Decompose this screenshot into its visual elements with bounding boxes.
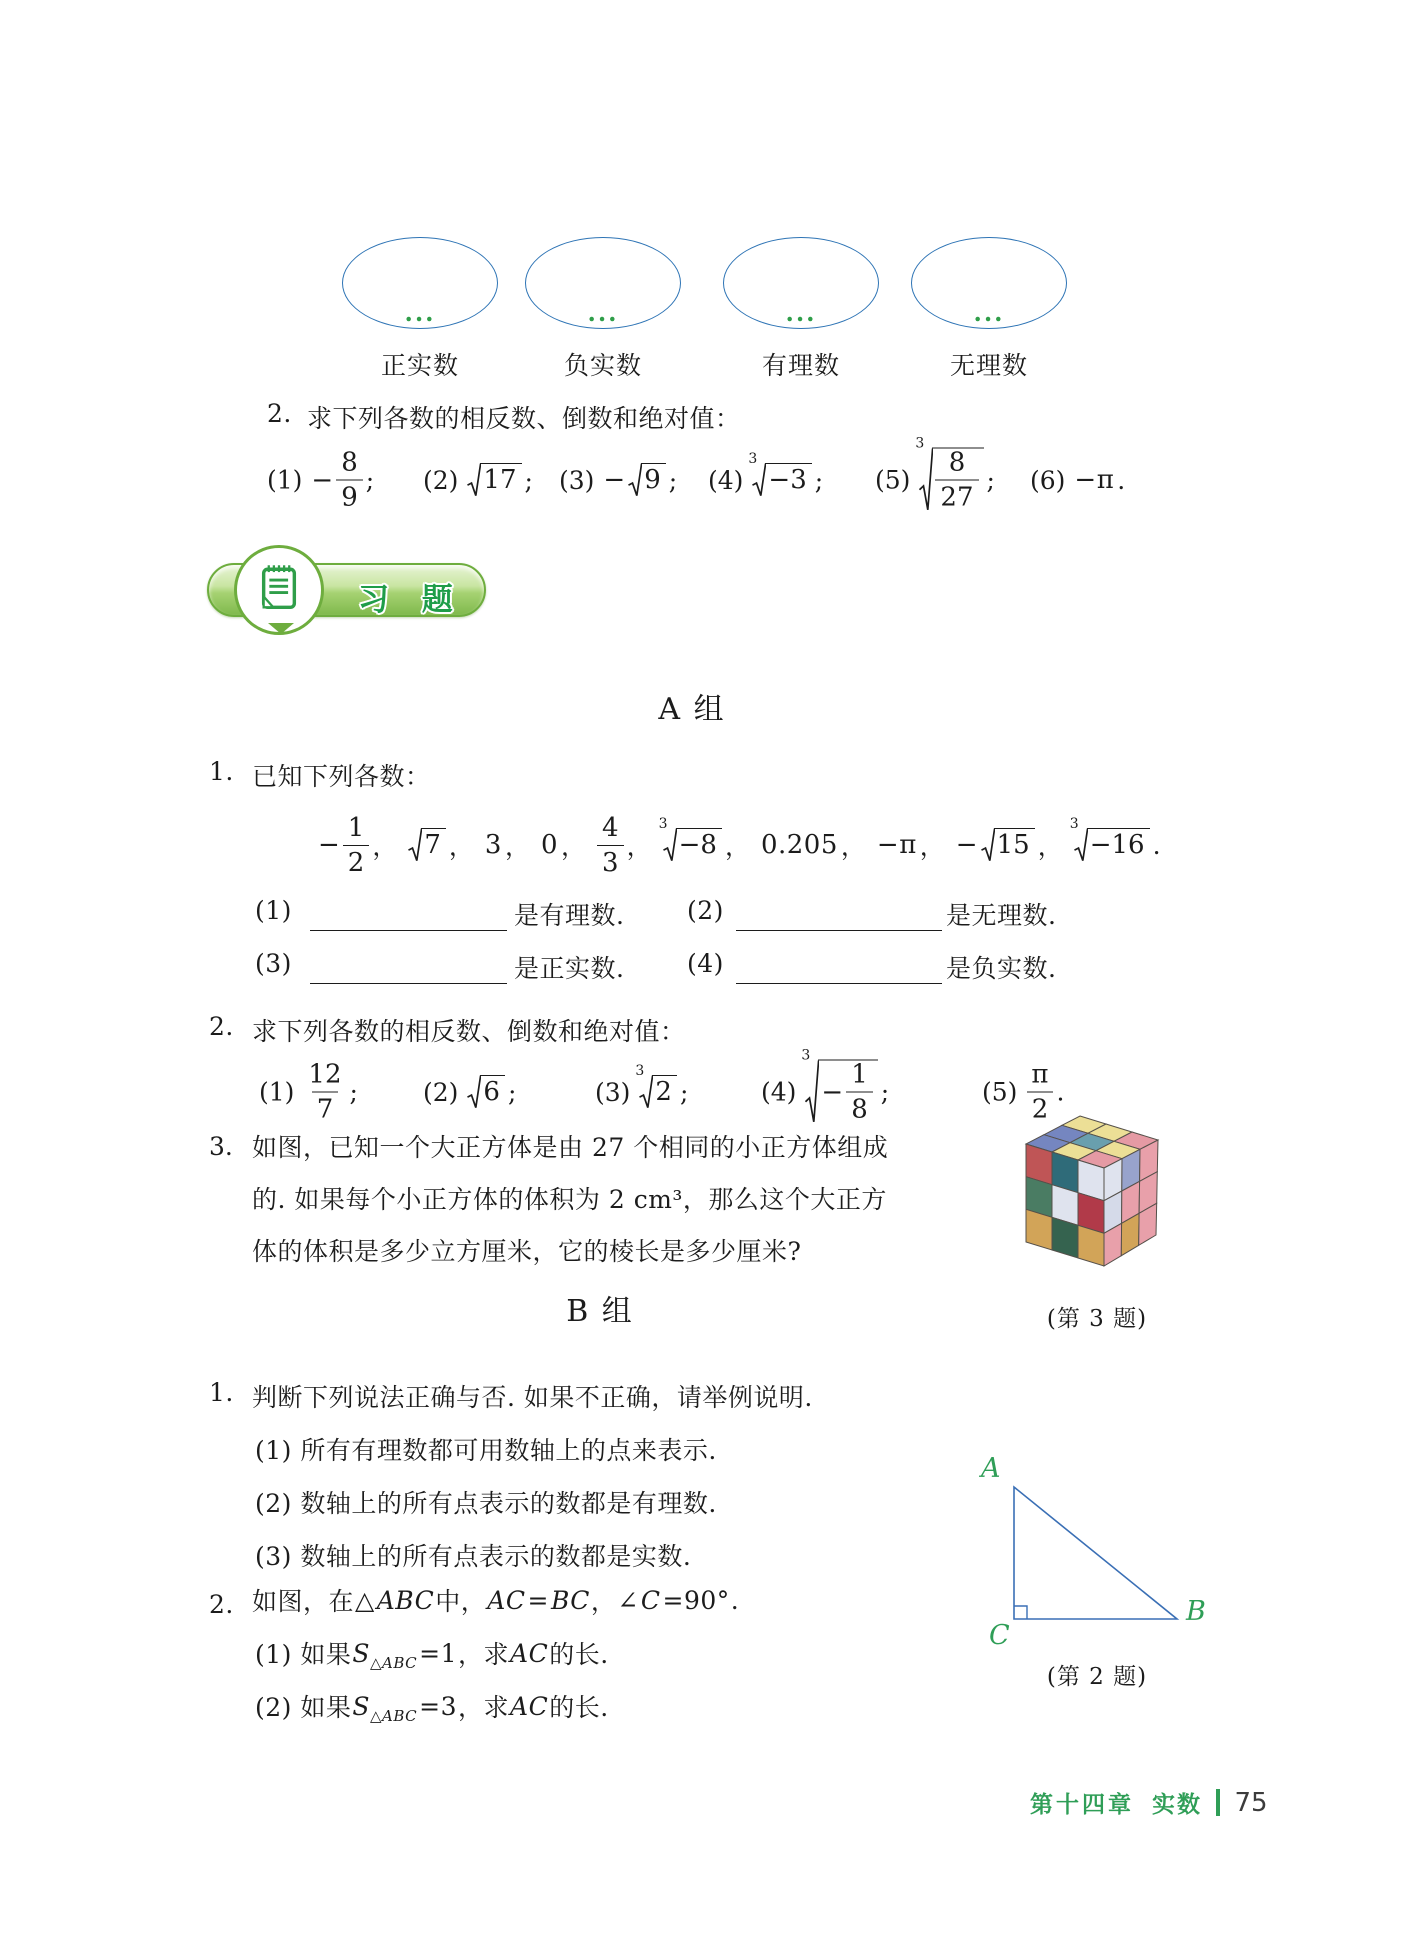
radical-index: 3	[1069, 816, 1079, 832]
exercises-badge	[205, 543, 505, 643]
blank-suffix: 是有理数.	[514, 901, 625, 930]
math-item-label: (5)	[982, 1077, 1018, 1107]
math-item: 3 ，	[484, 830, 530, 861]
math-expression	[303, 1059, 346, 1125]
venn-ellipse-row	[0, 0, 1403, 400]
venn-set	[911, 237, 1067, 382]
venn-set-label: 正实数	[380, 351, 459, 380]
radical: 6	[467, 1075, 505, 1109]
math-item-label: (3)	[595, 1077, 631, 1107]
math-expression: −π	[876, 830, 917, 860]
group-a-title: A 组	[658, 692, 726, 727]
radical-sign	[639, 1075, 653, 1109]
page-footer	[1030, 1786, 1268, 1819]
notebook-icon	[256, 563, 302, 617]
math-item: (2) 6 ;	[423, 1077, 517, 1107]
math-item-label: (2)	[423, 1077, 459, 1107]
a-q3-line: 如图，已知一个大正方体是由 27 个相同的小正方体组成	[252, 1133, 889, 1162]
radical-sign	[663, 828, 677, 862]
a-q1-text: 已知下列各数：	[252, 762, 431, 791]
intro-q2-text: 求下列各数的相反数、倒数和绝对值：	[307, 404, 741, 433]
footer-chapter: 第十四章	[1030, 1792, 1134, 1818]
b-q1-number: 1.	[209, 1378, 234, 1407]
math-expression	[658, 816, 722, 862]
math-expression: − $\frac{1}{2}$	[318, 815, 369, 876]
radical-index: 3	[635, 1063, 645, 1079]
radical: 15	[981, 828, 1035, 862]
radical-sign	[628, 463, 642, 497]
math-expression	[408, 828, 446, 862]
intro-math-row	[0, 434, 1403, 526]
subscripted-symbol: $S_{\triangle ABC}$	[352, 1691, 418, 1725]
b-q1-subitem: (1) 所有有理数都可用数轴上的点来表示.	[255, 1436, 717, 1465]
chevron-down-icon	[268, 623, 294, 634]
venn-dots: ...	[404, 298, 436, 327]
a-q1-number: 1.	[209, 757, 234, 786]
math-item: 0 ，	[540, 830, 587, 861]
b-q2-subitem: (2) 如果 $S_{\triangle ABC}$ =3 ，求 AC 的长.	[255, 1691, 609, 1725]
math-expression: −π	[1074, 465, 1115, 495]
venn-dots: ...	[587, 298, 619, 327]
radical: 7	[408, 828, 446, 862]
venn-set	[525, 237, 681, 382]
a-q2-number: 2.	[209, 1012, 234, 1041]
radical-sign	[919, 448, 933, 513]
blank-suffix: 是负实数.	[946, 954, 1057, 983]
b-q1-text: 判断下列说法正确与否. 如果不正确，请举例说明.	[252, 1383, 813, 1412]
radical-sign	[467, 463, 481, 497]
radical-sign	[981, 828, 995, 862]
math-item: (6) −π .	[1030, 465, 1126, 495]
math-expression	[1069, 816, 1150, 862]
fraction: $\frac{\pi}{2}$	[1026, 1062, 1053, 1123]
venn-dots: ...	[785, 298, 817, 327]
math-expression: − 15	[956, 828, 1035, 862]
subscripted-symbol: $S_{\triangle ABC}$	[352, 1638, 418, 1672]
blank-suffix: 是正实数.	[514, 954, 625, 983]
fraction: $\frac{8}{9}$	[336, 450, 363, 511]
math-expression: 3	[484, 830, 502, 860]
cube-figure-caption: (第 3 题)	[1046, 1306, 1148, 1332]
fraction: $\frac{1}{2}$	[343, 815, 370, 876]
venn-set-label: 无理数	[949, 351, 1028, 380]
math-expression: − $\frac{8}{9}$	[311, 450, 362, 511]
triangle-vertex-a-label: A	[981, 1453, 1001, 1484]
math-item-label: (4)	[761, 1077, 797, 1107]
radical-sign	[467, 1075, 481, 1109]
b-q1-subitem: (3) 数轴上的所有点表示的数都是实数.	[255, 1542, 692, 1571]
radical-sign	[805, 1060, 819, 1125]
b-q1-subitem: (2) 数轴上的所有点表示的数都是有理数.	[255, 1489, 717, 1518]
fill-in-blank-line	[310, 930, 507, 931]
math-item: −π ，	[876, 830, 945, 861]
math-item-label: (1)	[259, 1077, 295, 1107]
a-q2-text: 求下列各数的相反数、倒数和绝对值：	[252, 1017, 686, 1046]
triangle-vertex-c-label: C	[989, 1620, 1010, 1651]
math-item-label: (4)	[708, 465, 744, 495]
math-item: (3) 3 2 ;	[595, 1063, 689, 1107]
b-q2-subitem: (1) 如果 $S_{\triangle ABC}$ =1 ，求 AC 的长.	[255, 1638, 609, 1672]
radical-index: 3	[801, 1047, 811, 1064]
math-expression: − 9	[603, 463, 665, 497]
math-item: (5) $\frac{\pi}{2}$ .	[982, 1059, 1065, 1125]
a-q1-numbers-row	[318, 805, 1161, 885]
b-q2-text: 如图，在 △ ABC 中， AC = BC ， ∠ C =90° .	[252, 1585, 740, 1616]
venn-dots: ...	[973, 298, 1005, 327]
fraction: $\frac{4}{3}$	[597, 815, 624, 876]
radical-sign	[1074, 828, 1088, 862]
math-item: 7 ，	[408, 827, 474, 863]
venn-ellipse	[525, 237, 681, 329]
math-item-label: (3)	[559, 465, 595, 495]
math-item: (2) 17 ;	[423, 465, 533, 495]
group-b-title: B 组	[566, 1294, 634, 1329]
math-item: (1) − $\frac{8}{9}$ ;	[267, 447, 375, 513]
math-item: 3 −16 .	[1069, 816, 1161, 860]
math-expression	[597, 812, 624, 878]
venn-ellipse	[342, 237, 498, 329]
math-item: − 15 ，	[955, 830, 1063, 861]
fill-in-blank-line	[736, 930, 942, 931]
math-expression	[467, 463, 521, 497]
math-item-label: (6)	[1030, 465, 1066, 495]
math-item-label: (1)	[267, 465, 303, 495]
radical: 3 −16	[1074, 828, 1150, 862]
math-item: 3 −8 ，	[658, 816, 750, 861]
radical: 3 −3	[752, 463, 811, 497]
cube-figure	[1018, 1114, 1164, 1286]
radical: 3 − $\frac{1}{8}$	[805, 1060, 877, 1125]
venn-set	[723, 237, 879, 382]
radical: 3 −8	[663, 828, 722, 862]
math-expression	[467, 1075, 505, 1109]
fraction: $\frac{12}{7}$	[308, 1059, 342, 1125]
triangle-vertex-b-label: B	[1186, 1596, 1206, 1627]
radical-sign	[408, 828, 422, 862]
radical: 3 2	[639, 1075, 677, 1109]
venn-set-label: 负实数	[563, 351, 642, 380]
math-item: − $\frac{1}{2}$ ，	[318, 812, 398, 878]
venn-ellipse	[723, 237, 879, 329]
blank-label: (3)	[255, 949, 292, 978]
a-q3-number: 3.	[209, 1131, 233, 1161]
math-item: (1) $\frac{12}{7}$ ;	[259, 1059, 358, 1125]
radical-sign	[752, 463, 766, 497]
venn-set	[342, 237, 498, 382]
venn-ellipse	[911, 237, 1067, 329]
math-item: (4) 3 −3 ;	[708, 451, 824, 495]
blank-label: (4)	[687, 949, 724, 978]
math-expression	[635, 1063, 677, 1109]
footer-page-number: 75	[1234, 1787, 1268, 1818]
exercises-badge-circle	[234, 545, 324, 635]
math-item: $\frac{4}{3}$ ，	[597, 815, 652, 876]
math-expression: 0.205	[760, 830, 838, 860]
math-item: (5) 3 $\frac{8}{27}$ ;	[875, 435, 995, 513]
a-q3-line: 的. 如果每个小正方体的体积为 2 cm³，那么这个大正方	[252, 1185, 887, 1214]
triangle-figure-caption: (第 2 题)	[1046, 1664, 1148, 1690]
intro-q2-number: 2.	[267, 399, 292, 428]
math-expression: 0	[540, 830, 559, 860]
math-item: (3) − 9 ;	[559, 465, 678, 495]
footer-divider	[1216, 1789, 1220, 1816]
radical-index: 3	[915, 435, 925, 452]
blank-suffix: 是无理数.	[946, 901, 1057, 930]
fraction: $\frac{1}{8}$	[846, 1062, 873, 1123]
radical: 9	[628, 463, 666, 497]
blank-label: (2)	[687, 896, 724, 925]
fill-in-blank-line	[736, 983, 942, 984]
fraction: $\frac{8}{27}$	[935, 450, 978, 511]
footer-section: 实数	[1152, 1792, 1202, 1818]
fill-in-blank-line	[310, 983, 507, 984]
a-q3-line: 体的体积是多少立方厘米，它的棱长是多少厘米?	[252, 1237, 802, 1266]
radical: 17	[467, 463, 521, 497]
a-q3-text	[252, 1120, 972, 1276]
math-item-label: (5)	[875, 465, 911, 495]
radical-index: 3	[748, 451, 758, 467]
radical-index: 3	[658, 816, 668, 832]
math-item: (4) 3 − $\frac{1}{8}$ ;	[761, 1047, 890, 1125]
math-item-label: (2)	[423, 465, 459, 495]
math-item: 0.205 ，	[760, 830, 866, 861]
b-q2-number: 2.	[209, 1590, 234, 1619]
blank-label: (1)	[255, 896, 292, 925]
exercises-badge-label: 习 题	[358, 582, 453, 618]
venn-set-label: 有理数	[761, 351, 840, 380]
